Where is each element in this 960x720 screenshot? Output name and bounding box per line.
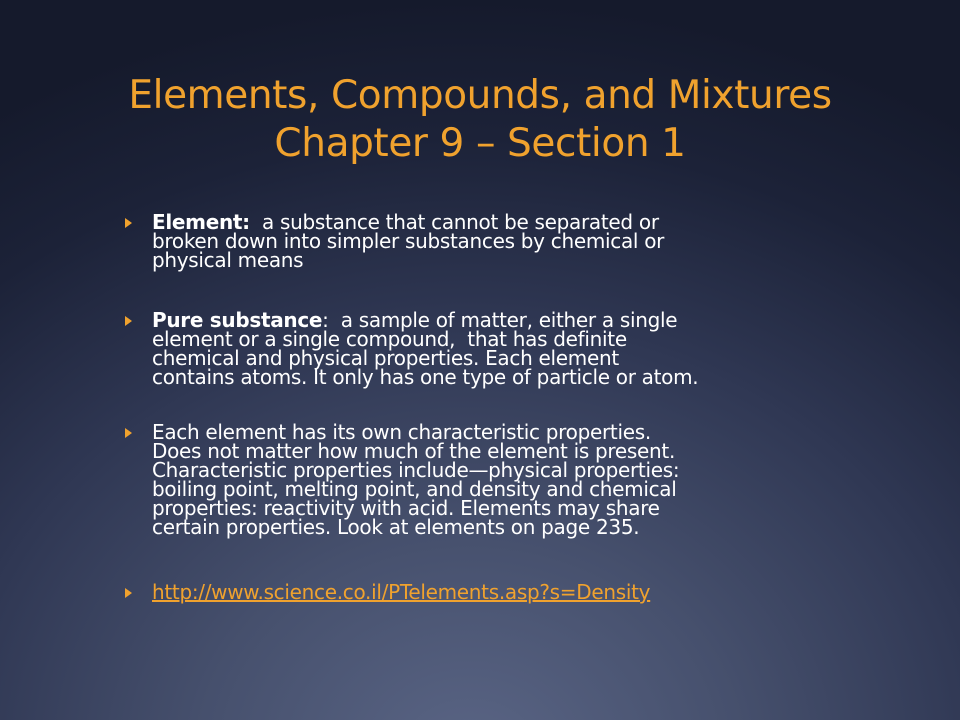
slide-title — [60, 72, 900, 168]
properties-line-1: Each element has its own characteristic properties. — [152, 420, 651, 444]
title-line-2: Chapter 9 – Section 1 — [274, 121, 686, 166]
properties-line-2: Does not matter how much of the element is present. — [152, 439, 676, 463]
bullet-arrow-icon — [125, 428, 132, 438]
pure-substance-line-1: : a sample of matter, either a single — [322, 308, 678, 332]
properties-line-6: certain properties. Look at elements on page 235. — [152, 515, 640, 539]
bullet-arrow-icon — [125, 316, 132, 326]
density-link[interactable]: http://www.science.co.il/PTelements.asp?s=Density — [152, 580, 651, 604]
bullet-properties — [125, 420, 932, 539]
bullet-arrow-icon — [125, 218, 132, 228]
pure-substance-line-4: contains atoms. It only has one type of particle or atom. — [152, 365, 699, 389]
properties-line-3: Characteristic properties include—physical properties: — [152, 458, 680, 482]
element-definition-line-2: broken down into simpler substances by chemical or — [152, 229, 665, 253]
bullet-element — [125, 210, 905, 272]
pure-substance-line-3: chemical and physical properties. Each element — [152, 346, 619, 370]
element-definition-line-1: a substance that cannot be separated or — [249, 210, 659, 234]
title-line-1: Elements, Compounds, and Mixtures — [128, 73, 832, 118]
bullet-pure-substance — [125, 308, 932, 389]
element-term: Element: — [152, 210, 250, 234]
pure-substance-line-2: element or a single compound, that has definite — [152, 327, 627, 351]
element-definition-line-3: physical means — [152, 248, 304, 272]
properties-line-5: properties: reactivity with acid. Elements may share — [152, 496, 660, 520]
bullet-link — [125, 580, 932, 604]
pure-substance-term: Pure substance — [152, 308, 323, 332]
properties-line-4: boiling point, melting point, and density and chemical — [152, 477, 677, 501]
bullet-arrow-icon — [125, 588, 132, 598]
bullet-list — [125, 210, 905, 604]
